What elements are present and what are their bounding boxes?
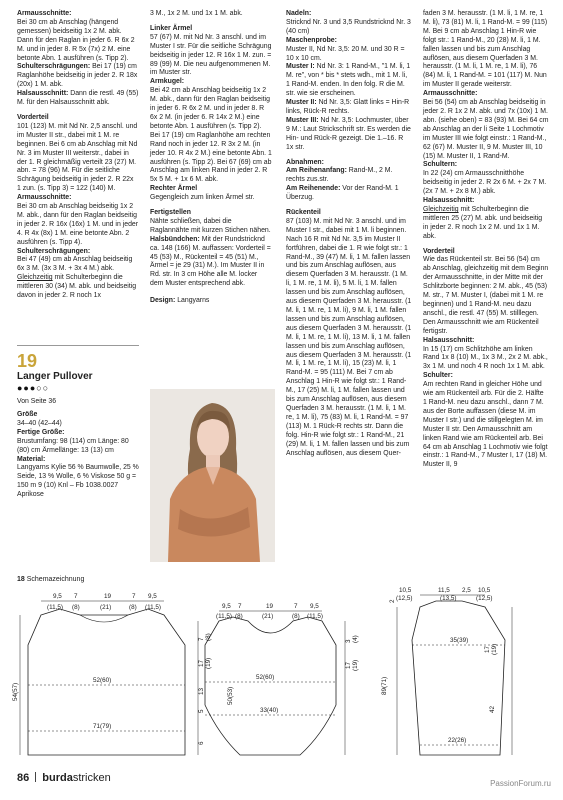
paragraph: Rand-M., 2 M. rechts zus.str.: [286, 167, 393, 184]
schematic-drawing: [0, 585, 563, 765]
heading: Am Reihenende:: [286, 185, 341, 193]
dimension-label: 19: [104, 593, 112, 600]
section-heading: Linker Ärmel: [150, 24, 193, 32]
divider: [17, 345, 139, 346]
paragraph: Nähte schließen, dabei die Raglannähte mit kurzen Stichen nähen.: [150, 217, 271, 234]
text-column-1: [17, 10, 139, 301]
heading: Schultern:: [423, 161, 458, 169]
heading: Am Reihenanfang:: [286, 167, 347, 175]
paragraph: mit Schulterbeginn die mittleren 25 (27) M. abk. und beidseitig in jeder 2. R noch 1x 2 M. und 1x 1 M. abk.: [423, 205, 543, 240]
heading: Halsbündchen:: [150, 235, 200, 243]
dimension-label: (19): [352, 659, 359, 671]
dimension-label: 50(53): [227, 686, 234, 705]
pattern-number: 19: [17, 351, 38, 371]
model-photo: [150, 389, 275, 562]
dimension-label: (11,5): [216, 613, 232, 620]
dimension-label: 52(60): [256, 674, 275, 681]
paragraph: Stricknd Nr. 3 und 3,5 Rundstricknd Nr. 3 (40 cm): [286, 18, 411, 35]
paragraph: Am rechten Rand in gleicher Höhe und wie am Rückenteil arb. Für die 2. Hälfte 1 Rand-M. neu dazu anschl., dann 7 M. aus der Borte auffassen (diese M. im Muster I str.) und die stillgelegten M. im Muster II str. Den Armausschnitt am linken Rand wie am Rückenteil arb. Bei 64 cm ab Anschlag 1 Lochmotiv wie folgt einstr.: 1 Rand-M., 7 Muster I, 17 (18) M. Muster II, 9: [423, 381, 548, 469]
heading: Abnahmen:: [286, 158, 324, 166]
dimension-label: (11,5): [307, 613, 323, 620]
dimension-label: (11,5): [145, 604, 161, 611]
dimension-label: 9,5: [310, 603, 319, 610]
paragraph: Bei 56 (54) cm ab Anschlag beidseitig in jeder 2. R 1x 2 M. abk. und 7x (10x) 1 M. abn. (siehe oben) = 83 (93) M. Bei 64 cm ab Anschlag an der li Seite 1 Lochmotiv im Muster III wie folgt einstr.: 1 Rand-M., 62 (67) M. Muster II, 9 M. Muster III, 10 (15) M. Muster II, 1 Rand-M.: [423, 99, 549, 160]
heading: Größe: [17, 411, 38, 418]
dimension-label: 33(40): [260, 707, 279, 714]
dimension-label: (8): [129, 604, 137, 611]
text-column-4: [423, 10, 549, 470]
dimension-label: 10,5: [478, 587, 491, 594]
heading: Nadeln:: [286, 10, 312, 17]
paragraph: 3 M., 1x 2 M. und 1x 1 M. abk.: [150, 10, 243, 17]
heading: Muster II:: [286, 99, 317, 107]
paragraph: 57 (67) M. mit Nd Nr. 3 anschl. und im Muster I str. Für die seitliche Schrägung beidseitig in jeder 12. R 16x 1 M. zun. = 89 (99) M. Die neu aufgenommenen M. im Muster str.: [150, 33, 272, 77]
paragraph: Bei 47 (49) cm ab Anschlag beidseitig 6x 3 M. (3x 3 M. + 3x 4 M.) abk.: [17, 256, 133, 273]
heading: Armausschnitte:: [17, 194, 72, 202]
schema-label: [17, 576, 84, 583]
dimension-label: (21): [262, 613, 274, 620]
dimension-label: 22(26): [448, 737, 467, 744]
heading: Halsausschnitt:: [17, 90, 69, 98]
dimension-label: 9,5: [53, 593, 62, 600]
dimension-label: 7: [294, 603, 298, 610]
heading: Maschenprobe:: [286, 36, 337, 44]
schema-number: 18: [17, 576, 25, 583]
paragraph: 87 (103) M. mit Nd Nr. 3 anschl. und im Muster I str., dabei mit 1 M. li beginnen. Nach 16 R mit Nd Nr. 3,5 im Muster II fortführen, dabei die 1. R wie folgt str.: 1 Rand-M., 39 (47) M. li, 1 M. fallen lassen und bis zum Anschlag auflösen, aus diesem Querfaden 3 M. herausstr. (1 M. li, 1 M. re, 1 M. li), 5 M. li, 1 M. fallen lassen und bis zum Anschlag auflösen, aus diesem Querfaden 3 M. herausstr. (1 M. li, 1 M. re, 1 M. li), 9 M. li, 1 M. fallen lassen und bis zum Anschlag auflösen, aus diesem Querfaden 3 M. herausstr. (1 M. li, 1 M. re, 1 M. li), 13 M. li, 1 M. fallen lassen und bis zum Anschlag auflösen, aus diesem Querfaden 3 M. herausstr. (1 M. li, 1 M. re, 1 M. li), 15 (23) M. li, 1 Rand-M. = 95 (111) M. Bei 7 cm ab Anschlag 1 Hin-R wie folgt str.: 1 Rand-M., 17 (25) M. li, 1 M. fallen lassen und bis zum Anschlag auflösen, aus diesem Querfaden 3 M. herausstr. (1 M. li, 1 M. re, 1 M. li), 75 (83) M. li, 1 Rand-M. = 97 (113) M. 1 Rück-R rechts str. Dann die folg. Hin-R wie folgt str.: 1 Rand-M., 21 (29) M. li, 1 M. fallen lassen und bis zum Anschlag auflösen, aus diesem Quer-: [286, 217, 412, 457]
paragraph: Bei 30 cm ab Anschlag beidseitig 1x 2 M. abk., dann für den Raglan beidseitig in jeder 2. R 16x (16x) 1 M. und in jeder 4. R 4x (8x) 1 M. eine betonte Abn. 2 ausführen (s. Tipp 4).: [17, 203, 139, 246]
paragraph: Mit der Rundstricknd ca. 148 (166) M. auffassen: Vorderteil = 45 (53) M., Rückenteil = 45 (51) M., Ärmel = je 29 (31) M.). Im Muster II in Rd. str. In 3 cm Höhe alle M. locker dem Muster entsprechend abk.: [150, 235, 271, 288]
heading: Design:: [150, 297, 176, 305]
dimension-label: 54(57): [12, 682, 19, 701]
paragraph: Dann die restl. 49 (55) M. für den Halsausschnitt abk.: [17, 90, 139, 107]
sleeve-piece: [389, 587, 512, 755]
page-reference: Von Seite 36: [17, 398, 57, 405]
dimension-label: 2: [389, 599, 396, 603]
heading: Muster III:: [286, 116, 319, 124]
dimension-label: 19: [266, 603, 274, 610]
dimension-label: 3: [345, 639, 352, 643]
underlined-text: Gleichzeitig: [423, 205, 459, 213]
paragraph: 101 (123) M. mit Nd Nr. 2,5 anschl. und im Muster II str., dabei mit 1 M. re beginnen. Bei 6 cm ab Anschlag mit Nd Nr. 3 im Muster III weiterstr., dabei in der 1. R gleichmäßig verteilt 23 (27) M. abn. = 78 (96) M. Für die seitliche Schrägung beidseitig in jeder 2. R 22x 1 zun. (s. Tipp 3) = 122 (140) M.: [17, 122, 138, 193]
dimension-label: (13,5): [440, 595, 457, 602]
paragraph: Muster II, Nd Nr. 3,5: 20 M. und 30 R = 10 x 10 cm.: [286, 45, 405, 62]
dimension-label: 7: [74, 593, 78, 600]
paragraph: Langyarns: [177, 297, 210, 305]
material-value: Langyarns Kylie 56 % Baumwolle, 25 % Seide, 13 % Wolle, 6 % Viskose 50 g = 150 m 9 (10) Knl – Fb 1038.0027 Aprikose: [17, 464, 139, 499]
dimension-label: (12,5): [396, 595, 413, 602]
dimension-label: 9,5: [148, 593, 157, 600]
dimension-label: (19): [491, 643, 498, 655]
paragraph: Vor der Rand-M. 1 Überzug.: [286, 185, 399, 202]
dimension-label: (8): [235, 613, 243, 620]
paragraph: In 22 (24) cm Armausschnitthöhe beidseitig in jeder 2. R 2x 6 M. + 2x 7 M. (2x 7 M. + 2x 8 M.) abk.: [423, 170, 547, 196]
paragraph: Nd Nr. 3,5: Glatt links = Hin-R links, Rück-R rechts.: [286, 99, 410, 115]
dimension-label: 7: [238, 603, 242, 610]
section-heading: Vorderteil: [17, 113, 49, 121]
difficulty-rating: ●●●○○: [17, 383, 50, 393]
divider: [35, 772, 36, 782]
paragraph: Wie das Rückenteil str. Bei 56 (54) cm ab Anschlag, gleichzeitig mit dem Beginn der Armausschnitte, in der Mitte mit der Schlitzborte beginnen: 2 M. abk., 45 (53) M. str., 7 M. Muster I, (dabei mit 1 M. re beginnen) und 1 Rand-M. neu dazu anschl., die restl. 47 (55) M. stilllegen. Den Armausschnitt wie am Rückenteil fertigstr.: [423, 256, 549, 335]
dimension-label: 7: [132, 593, 136, 600]
heading: Rechter Ärmel: [150, 185, 198, 193]
dimension-label: (8): [72, 604, 80, 611]
heading: Material:: [17, 455, 46, 463]
paragraph: Gegengleich zum linken Ärmel str.: [150, 194, 255, 202]
section-heading: Vorderteil: [423, 247, 455, 255]
paragraph: Bei 30 cm ab Anschlag (hängend gemessen) beidseitig 1x 2 M. abk. Dann für den Raglan in jeder 6. R 6x 2 M. und in jeder 8. R 5x (7x) 2 M. eine betonte Abn. 1 ausführen (s. Tipp 2).: [17, 18, 135, 62]
heading: Armausschnitte:: [423, 90, 478, 98]
dimension-label: (12,5): [476, 595, 493, 602]
dimension-label: 17: [198, 659, 205, 667]
dimension-label: 10,5: [399, 587, 412, 594]
heading: Muster I:: [286, 63, 315, 71]
paragraph: Bei 42 cm ab Anschlag beidseitig 1x 2 M. abk., dann für den Raglan beidseitig in jeder 6. R 6x 2 M. und in jeder 8. R 6x 2 M. (in jeder 6. R 14x 2 M.) eine betonte Abn. 1 ausführen (s. Tipp 2). Bei 17 (19) cm Raglanhöhe am rechten Rand noch in jeder 12. R 3x 2 M. (in jeder 10. R 4x 2 M.) eine betonte Abn. 1 ausführen (s. Tipp 2). Bei 67 (69) cm ab Anschlag am linken Rand in jeder 2. R 5x 5 M. + 1x 6 M. abk.: [150, 87, 272, 184]
dimension-label: 89(71): [381, 676, 388, 695]
paragraph: In 15 (17) cm Schlitzhöhe am linken Rand 1x 8 (10) M., 1x 3 M., 2x 2 M. abk., 3x 1 M. und noch 4 R noch 1x 1 M. abk.: [423, 345, 548, 371]
pattern-title: Langer Pullover: [17, 371, 93, 382]
schema-title: Schemazeichnung: [26, 576, 85, 583]
dimension-label: (11,5): [47, 604, 63, 611]
paragraph: Nd Nr. 3: 1 Rand-M., "1 M. li, 1 M. re", von * bis * stets wdh., mit 1 M. li, 1 Rand-M. enden. In den folg. R die M. str. wie sie erscheinen.: [286, 63, 411, 98]
heading: Schulterschrägungen:: [17, 63, 91, 71]
paragraph: Bei 17 (19) cm Raglanhöhe beidseitig in jeder 2. R 18x (20x) 1 M. abk.: [17, 63, 138, 89]
heading: Schulter:: [423, 372, 453, 380]
dimension-label: 71(79): [93, 723, 112, 730]
underlined-text: Gleichzeitig: [17, 274, 53, 282]
dimension-label: 17: [484, 645, 491, 653]
text-column-2: [150, 10, 272, 306]
heading: Halsausschnitt:: [423, 197, 475, 205]
dimension-label: 13: [198, 687, 205, 695]
heading: Schulterschrägungen:: [17, 247, 91, 255]
section-heading: Rückenteil: [286, 209, 321, 217]
pattern-info: [17, 351, 141, 500]
text-column-3: [286, 10, 412, 458]
brand-logo: burdastricken: [42, 772, 111, 784]
size-value: 34–40 (42–44): [17, 419, 62, 427]
dimension-label: 42: [489, 705, 496, 713]
heading: Armausschnitte:: [17, 10, 72, 17]
heading: Halsausschnitt:: [423, 336, 475, 344]
heading: Armkugel:: [150, 78, 185, 86]
dimension-label: 9,5: [222, 603, 231, 610]
finished-size-value: Brustumfang: 98 (114) cm Länge: 80 (80) cm Ärmellänge: 13 (13) cm: [17, 437, 129, 454]
heading: Fertige Größe:: [17, 428, 65, 436]
dimension-label: 6: [198, 741, 205, 745]
front-piece: [198, 603, 388, 755]
paragraph: mit Schulterbeginn die mittleren 30 (34) M. abk. und beidseitig davon in jeder 2. R noch 1x: [17, 274, 137, 300]
page-number: 86: [17, 772, 30, 784]
dimension-label: 7: [198, 637, 205, 641]
dimension-label: 52(60): [93, 677, 112, 684]
dimension-label: 11,5: [438, 587, 450, 594]
dimension-label: (8): [292, 613, 300, 620]
dimension-label: (4): [352, 635, 359, 643]
dimension-label: (19): [205, 657, 212, 669]
back-piece: [12, 593, 185, 755]
dimension-label: 2,5: [462, 587, 471, 594]
dimension-label: 35(39): [450, 637, 469, 644]
page-footer: [17, 772, 111, 784]
woman-in-sweater-illustration: [150, 389, 275, 562]
dimension-label: 17: [345, 661, 352, 669]
dimension-label: (8): [205, 633, 212, 641]
section-heading: Fertigstellen: [150, 209, 191, 217]
dimension-label: 5: [198, 709, 205, 713]
paragraph: Nd Nr. 3,5: Lochmuster, über 9 M.: Laut Strickschrift str. Es werden die Hin- und Rück-R gezeigt. Die 1.–16. R 1x str.: [286, 116, 411, 151]
dimension-label: (21): [100, 604, 112, 611]
paragraph: faden 3 M. herausstr. (1 M. li, 1 M. re, 1 M. li), 73 (81) M. li, 1 Rand-M. = 99 (115) M. Bei 9 cm ab Anschlag 1 Hin-R wie folgt str.: 1 Rand-M., 20 (28) M. li, 1 M. fallen lassen und bis zum Anschlag auflösen, aus diesem Querfaden 3 M. herausstr. (1 M. li, 1 M. re, 1 M. li), 76 (84) M. li, 1 Rand-M. = 101 (117) M. Nun im Muster II gerade weiterstr.: [423, 10, 548, 89]
watermark: PassionForum.ru: [490, 779, 551, 788]
